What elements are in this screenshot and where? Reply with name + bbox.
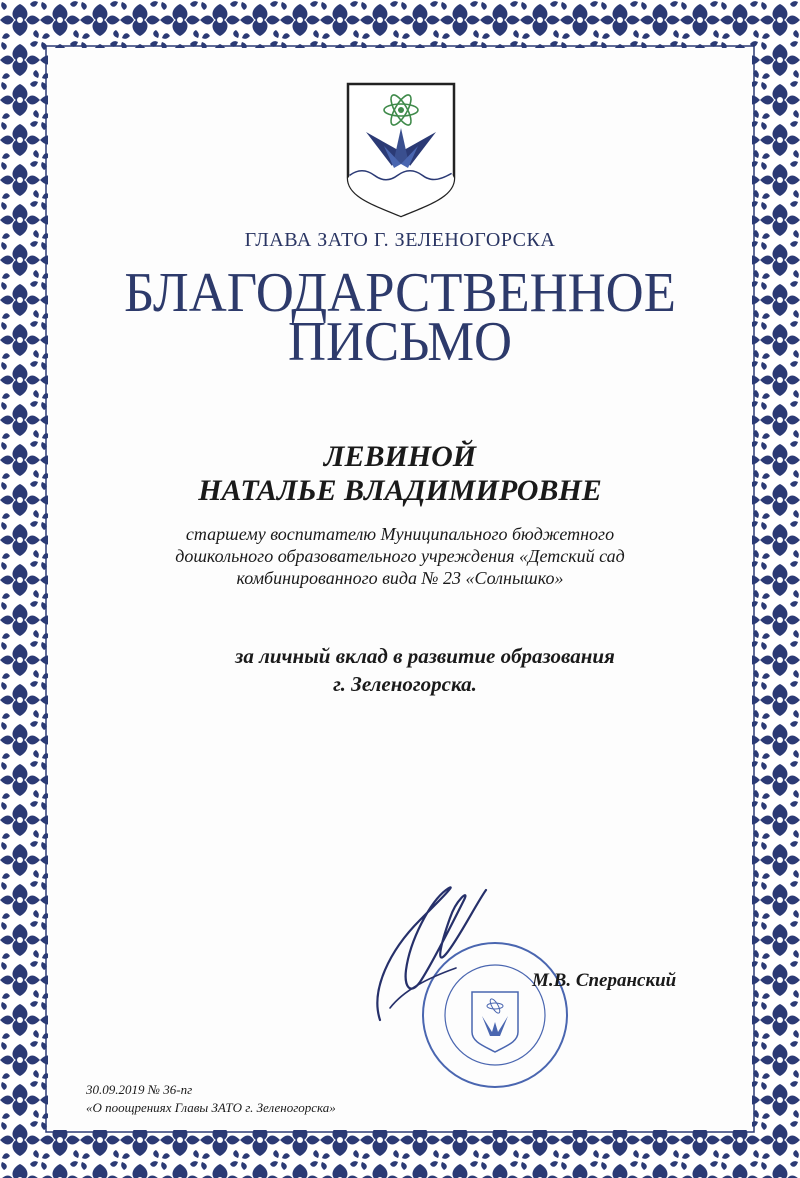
recipient-surname: ЛЕВИНОЙ (323, 440, 477, 473)
document-title-line-2: ПИСЬМО (287, 311, 513, 373)
signature-icon (360, 870, 550, 1030)
award-reason (0, 642, 800, 698)
recipient-position (0, 523, 800, 589)
decree-title: «О поощрениях Главы ЗАТО г. Зеленогорска» (86, 1100, 336, 1115)
recipient-names: НАТАЛЬЕ ВЛАДИМИРОВНЕ (198, 474, 602, 507)
reason-line: г. Зеленогорска. (333, 672, 477, 696)
issuing-authority: ГЛАВА ЗАТО Г. ЗЕЛЕНОГОРСКА (244, 229, 556, 251)
position-line: комбинированного вида № 23 «Солнышко» (236, 568, 564, 588)
decree-date-number: 30.09.2019 № 36-пг (86, 1082, 193, 1097)
document-title-line-1: БЛАГОДАРСТВЕННОЕ (124, 262, 676, 324)
coat-of-arms-icon (344, 80, 458, 220)
position-line: дошкольного образовательного учреждения «Детский сад (175, 546, 625, 566)
reason-line: за личный вклад в развитие образования (235, 644, 615, 668)
position-line: старшему воспитателю Муниципального бюджетного (185, 524, 615, 544)
decree-reference (86, 1081, 336, 1117)
signer-name: М.В. Сперанский (532, 970, 677, 991)
